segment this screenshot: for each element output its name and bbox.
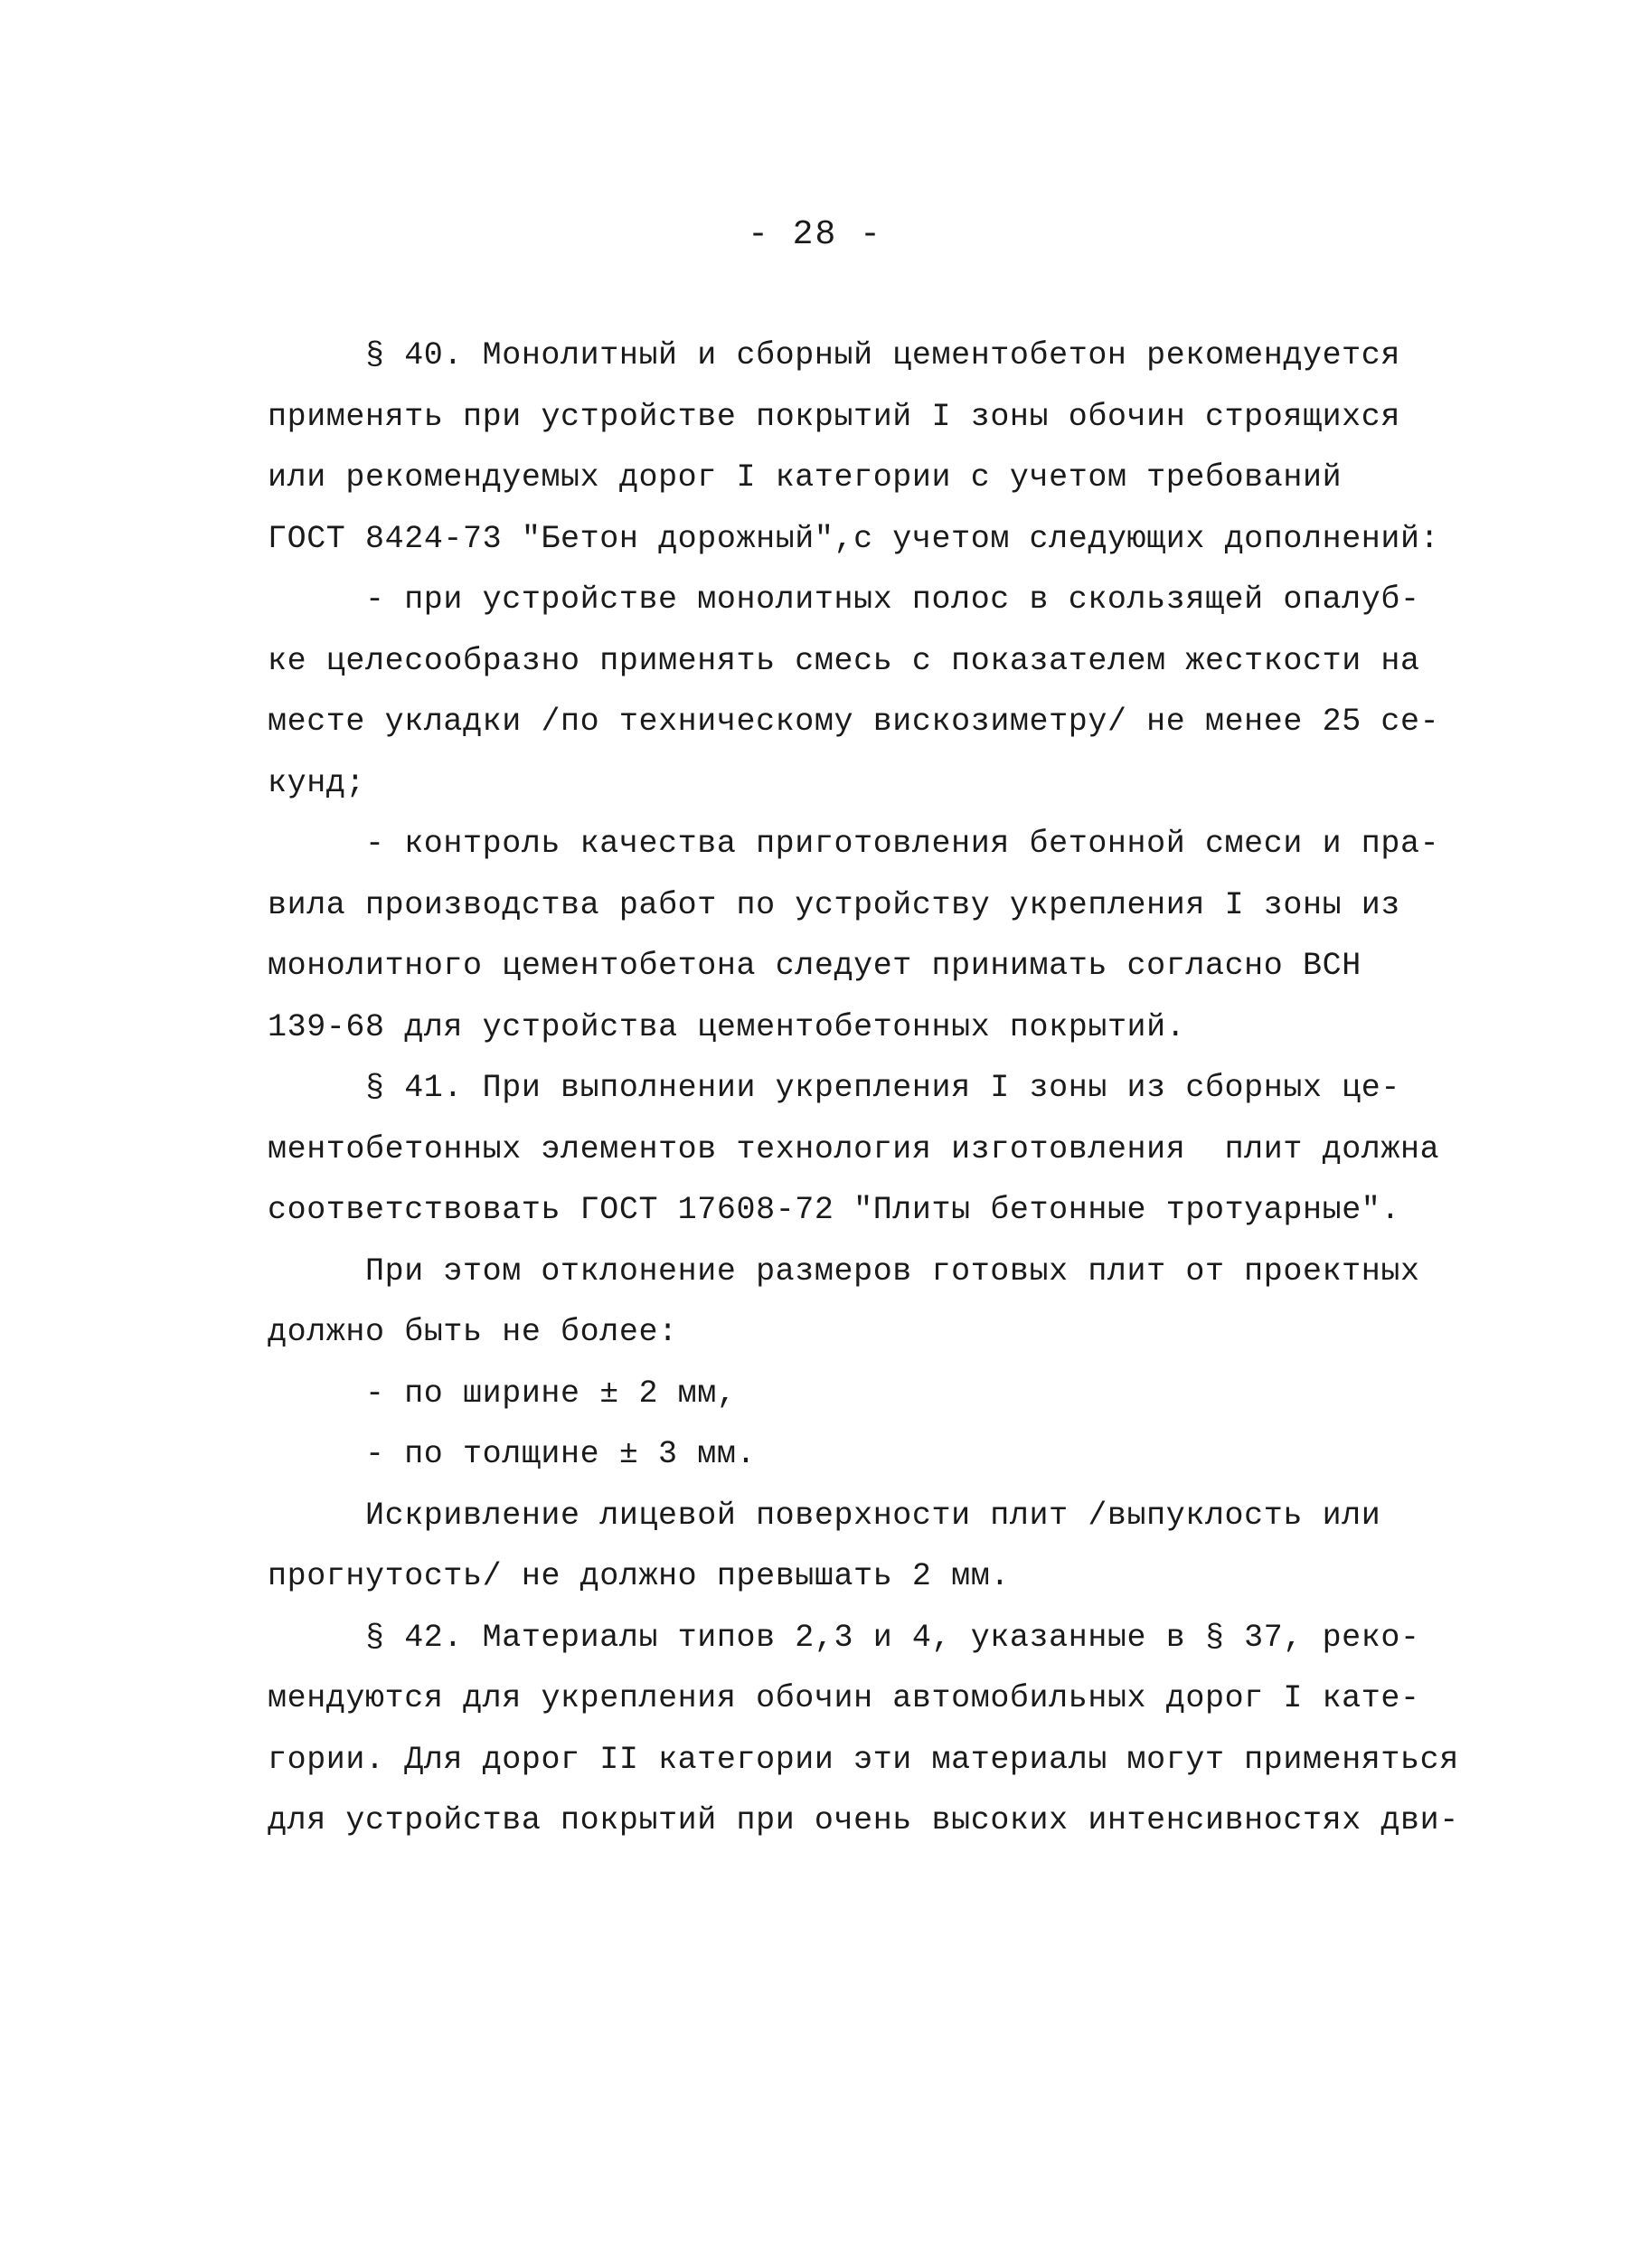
text-line: монолитного цементобетона следует принимать согласно ВСН bbox=[268, 948, 1361, 984]
text-line: 139-68 для устройства цементобетонных покрытий. bbox=[268, 1008, 1186, 1045]
text-line: или рекомендуемых дорог I категории с учетом требований bbox=[268, 459, 1343, 496]
text-line: ментобетонных элементов технология изготовления плит должна bbox=[268, 1130, 1440, 1167]
text-line: § 41. При выполнении укрепления I зоны из сборных це- bbox=[365, 1070, 1400, 1106]
text-line: для устройства покрытий при очень высоких интенсивностях дви- bbox=[268, 1802, 1459, 1838]
text-line: должно быть не более: bbox=[268, 1314, 678, 1350]
text-line: ГОСТ 8424-73 "Бетон дорожный",с учетом следующих дополнений: bbox=[268, 520, 1440, 557]
text-line: прогнутость/ не должно превышать 2 мм. bbox=[268, 1558, 1010, 1594]
text-line: вила производства работ по устройству укрепления I зоны из bbox=[268, 886, 1400, 923]
text-line: соответствовать ГОСТ 17608-72 "Плиты бетонные тротуарные". bbox=[268, 1192, 1400, 1228]
text-line: применять при устройстве покрытий I зоны обочин строящихся bbox=[268, 398, 1400, 435]
text-line: - при устройстве монолитных полос в скользящей опалуб- bbox=[365, 581, 1420, 618]
body-text bbox=[268, 326, 1459, 1852]
text-line: § 42. Материалы типов 2,3 и 4, указанные в § 37, реко- bbox=[365, 1619, 1420, 1656]
text-line: - по ширине ± 2 мм, bbox=[365, 1375, 737, 1412]
text-line: мендуются для укрепления обочин автомобильных дорог I кате- bbox=[268, 1680, 1420, 1716]
text-line: - контроль качества приготовления бетонной смеси и пра- bbox=[365, 826, 1440, 862]
text-line: месте укладки /по техническому вискозиметру/ не менее 25 се- bbox=[268, 704, 1440, 740]
text-line: При этом отклонение размеров готовых плит от проектных bbox=[365, 1252, 1420, 1290]
text-line: гории. Для дорог II категории эти материалы могут применяться bbox=[268, 1741, 1459, 1778]
text-line: - по толщине ± 3 мм. bbox=[365, 1436, 757, 1472]
text-line: кунд; bbox=[268, 764, 366, 801]
text-line: ке целесообразно применять смесь с показателем жесткости на bbox=[268, 642, 1420, 679]
text-line: Искривление лицевой поверхности плит /выпуклость или bbox=[365, 1497, 1381, 1534]
text-line: § 40. Монолитный и сборный цементобетон рекомендуется bbox=[365, 337, 1400, 373]
page-number: - 28 - bbox=[748, 215, 882, 254]
